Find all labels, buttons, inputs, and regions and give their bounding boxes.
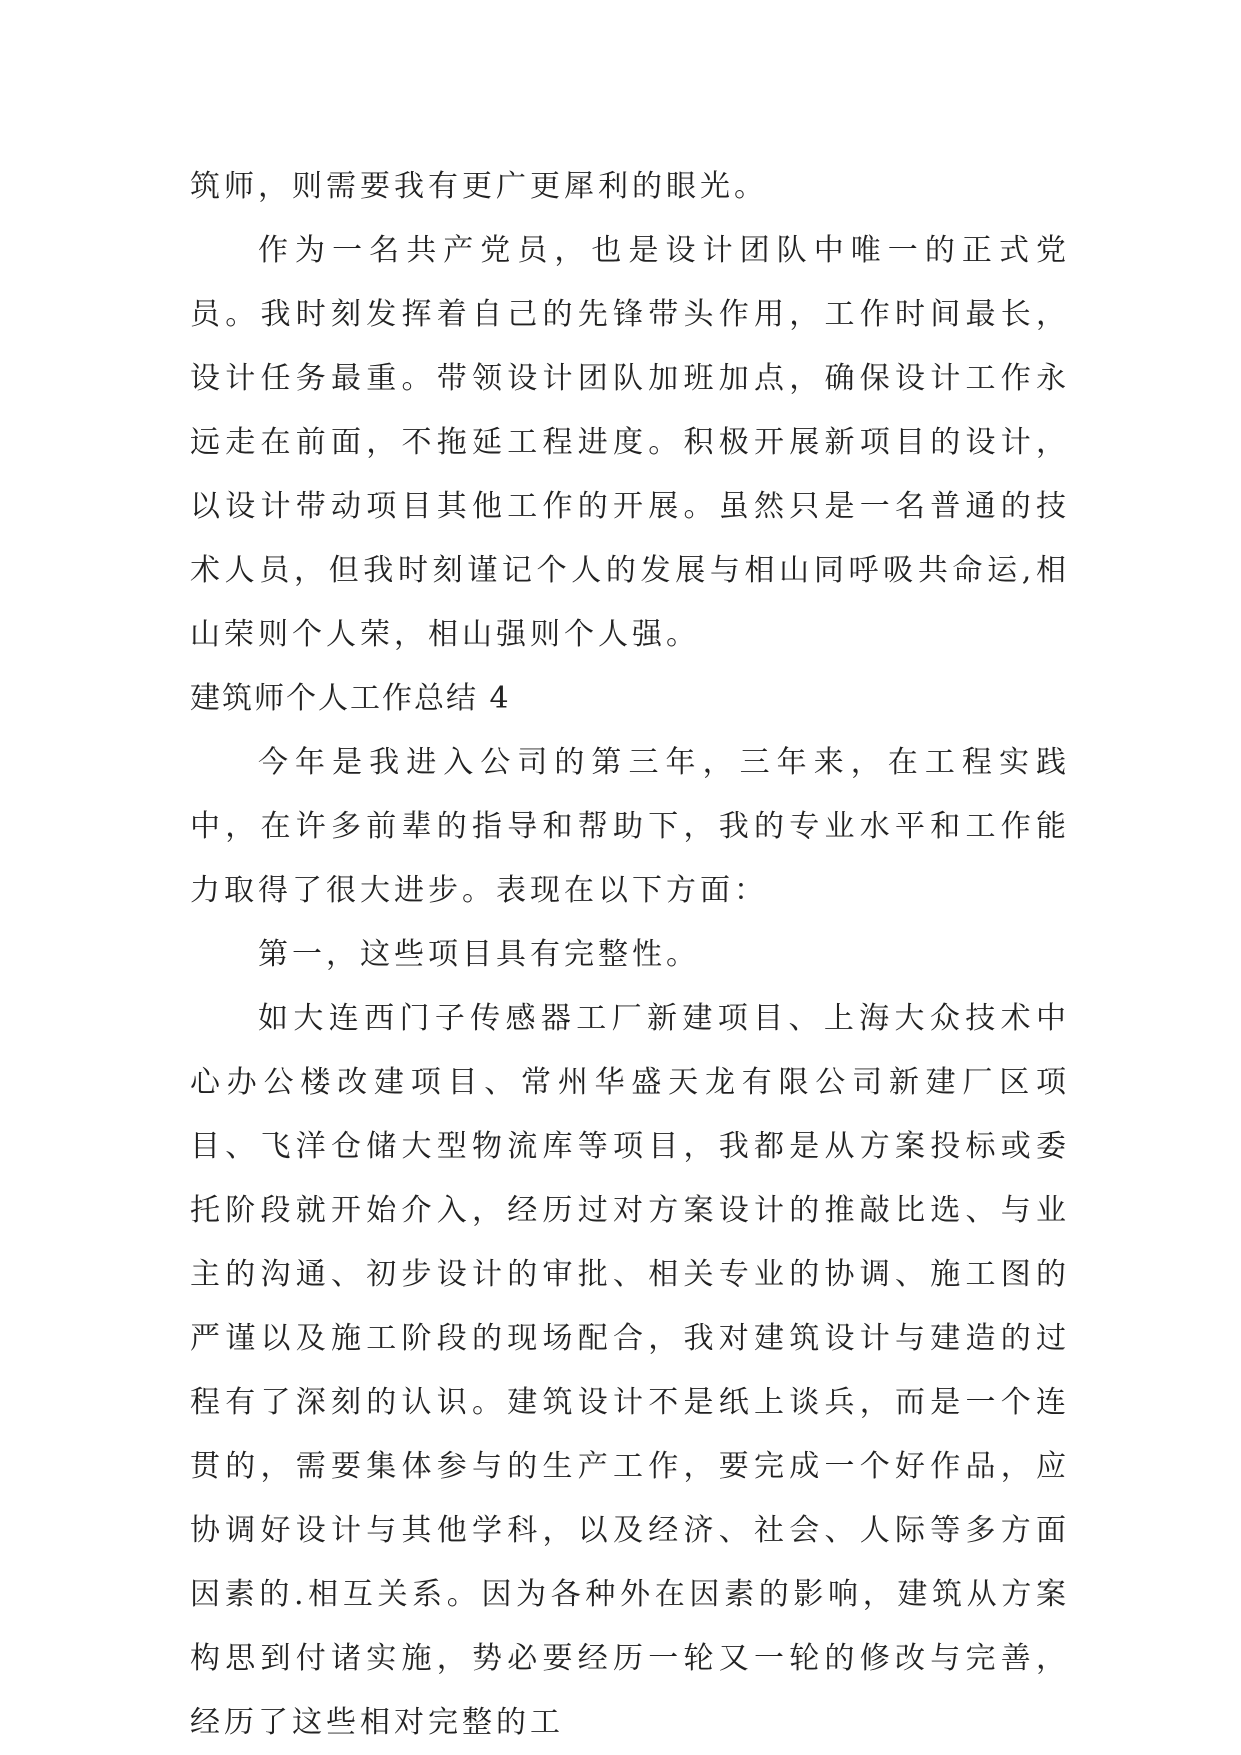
document-body xyxy=(190,155,1070,1755)
section-heading: 建筑师个人工作总结 4 xyxy=(190,681,511,716)
paragraph-projects: 如大连西门子传感器工厂新建项目、上海大众技术中心办公楼改建项目、常州华盛天龙有限公司新建厂区项目、飞洋仓储大型物流库等项目，我都是从方案投标或委托阶段就开始介入，经历过对方案设计的推敲比选、与业主的沟通、初步设计的审批、相关专业的协调、施工图的严谨以及施工阶段的现场配合，我对建筑设计与建造的过程有了深刻的认识。建筑设计不是纸上谈兵，而是一个连贯的，需要集体参与的生产工作，要完成一个好作品，应协调好设计与其他学科，以及经济、社会、人际等多方面因素的.相互关系。因为各种外在因素的影响，建筑从方案构思到付诸实施，势必要经历一轮又一轮的修改与完善，经历了这些相对完整的工 xyxy=(190,1001,1070,1740)
paragraph-continuation: 筑师，则需要我有更广更犀利的眼光。 xyxy=(190,169,768,204)
paragraph-first-point: 第一，这些项目具有完整性。 xyxy=(258,937,700,972)
paragraph-party-member: 作为一名共产党员，也是设计团队中唯一的正式党员。我时刻发挥着自己的先锋带头作用，工作时间最长，设计任务最重。带领设计团队加班加点，确保设计工作永远走在前面，不拖延工程进度。积极开展新项目的设计，以设计带动项目其他工作的开展。虽然只是一名普通的技术人员，但我时刻谨记个人的发展与相山同呼吸共命运,相山荣则个人荣，相山强则个人强。 xyxy=(190,233,1070,652)
paragraph-third-year: 今年是我进入公司的第三年，三年来，在工程实践中，在许多前辈的指导和帮助下，我的专业水平和工作能力取得了很大进步。表现在以下方面： xyxy=(190,745,1070,908)
